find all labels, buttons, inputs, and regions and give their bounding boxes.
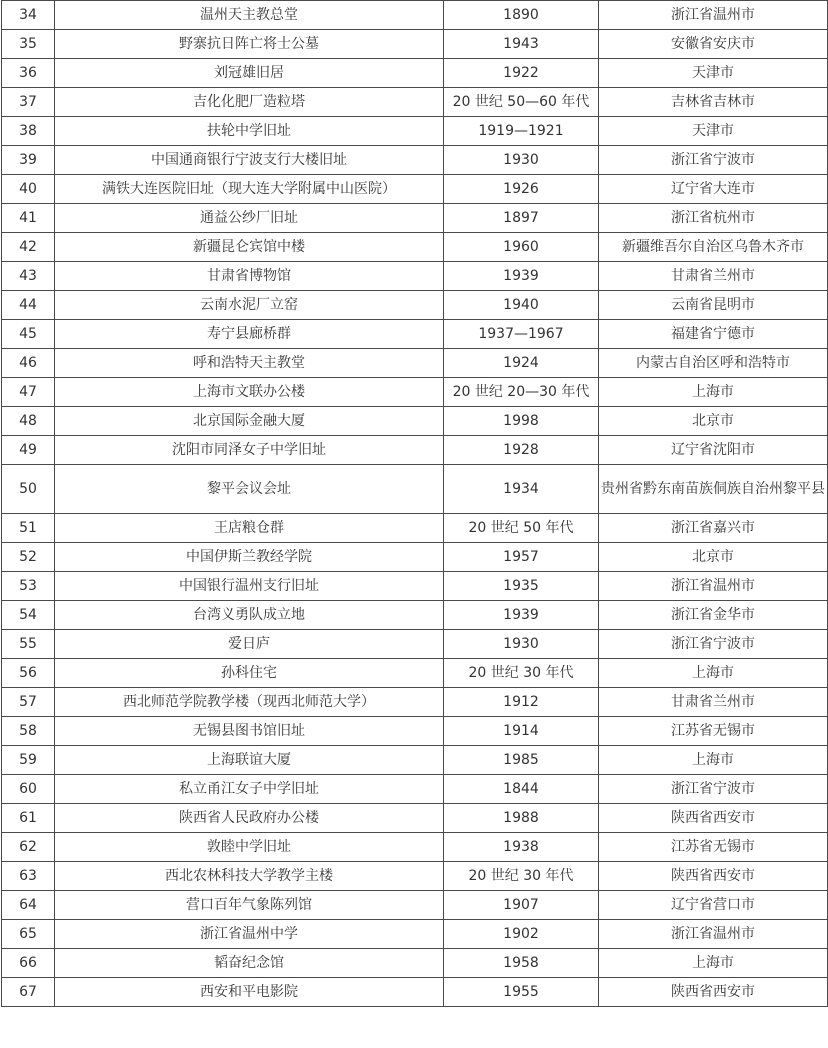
table-row bbox=[2, 862, 828, 891]
table-row bbox=[2, 175, 828, 204]
location-cell: 浙江省温州市 bbox=[599, 920, 828, 949]
site-name-cell: 满铁大连医院旧址（现大连大学附属中山医院） bbox=[55, 175, 444, 204]
location-cell: 浙江省杭州市 bbox=[599, 204, 828, 233]
location-cell: 天津市 bbox=[599, 117, 828, 146]
row-number-cell: 54 bbox=[2, 601, 55, 630]
site-name-cell: 黎平会议会址 bbox=[55, 465, 444, 514]
row-number-cell: 44 bbox=[2, 291, 55, 320]
table-row bbox=[2, 233, 828, 262]
site-name-cell: 中国伊斯兰教经学院 bbox=[55, 543, 444, 572]
site-name-cell: 野寨抗日阵亡将士公墓 bbox=[55, 30, 444, 59]
site-name-cell: 营口百年气象陈列馆 bbox=[55, 891, 444, 920]
location-cell: 浙江省温州市 bbox=[599, 1, 828, 30]
table-row bbox=[2, 514, 828, 543]
location-cell: 江苏省无锡市 bbox=[599, 717, 828, 746]
site-name-cell: 刘冠雄旧居 bbox=[55, 59, 444, 88]
row-number-cell: 49 bbox=[2, 436, 55, 465]
build-year-cell: 1938 bbox=[444, 833, 599, 862]
row-number-cell: 35 bbox=[2, 30, 55, 59]
site-name-cell: 温州天主教总堂 bbox=[55, 1, 444, 30]
build-year-cell: 1960 bbox=[444, 233, 599, 262]
build-year-cell: 20 世纪 20—30 年代 bbox=[444, 378, 599, 407]
site-name-cell: 敦睦中学旧址 bbox=[55, 833, 444, 862]
site-name-cell: 吉化化肥厂造粒塔 bbox=[55, 88, 444, 117]
table-row bbox=[2, 1, 828, 30]
build-year-cell: 1924 bbox=[444, 349, 599, 378]
site-name-cell: 上海联谊大厦 bbox=[55, 746, 444, 775]
location-cell: 浙江省宁波市 bbox=[599, 775, 828, 804]
build-year-cell: 1907 bbox=[444, 891, 599, 920]
table-row bbox=[2, 349, 828, 378]
location-cell: 陕西省西安市 bbox=[599, 804, 828, 833]
row-number-cell: 64 bbox=[2, 891, 55, 920]
build-year-cell: 1955 bbox=[444, 978, 599, 1007]
location-cell: 辽宁省营口市 bbox=[599, 891, 828, 920]
table-row bbox=[2, 436, 828, 465]
build-year-cell: 1934 bbox=[444, 465, 599, 514]
build-year-cell: 1922 bbox=[444, 59, 599, 88]
build-year-cell: 1919—1921 bbox=[444, 117, 599, 146]
build-year-cell: 1957 bbox=[444, 543, 599, 572]
site-name-cell: 扶轮中学旧址 bbox=[55, 117, 444, 146]
site-name-cell: 寿宁县廊桥群 bbox=[55, 320, 444, 349]
row-number-cell: 62 bbox=[2, 833, 55, 862]
location-cell: 辽宁省沈阳市 bbox=[599, 436, 828, 465]
location-cell: 北京市 bbox=[599, 407, 828, 436]
location-cell: 甘肃省兰州市 bbox=[599, 688, 828, 717]
site-name-cell: 北京国际金融大厦 bbox=[55, 407, 444, 436]
build-year-cell: 1930 bbox=[444, 630, 599, 659]
table-row bbox=[2, 204, 828, 233]
row-number-cell: 59 bbox=[2, 746, 55, 775]
table-row bbox=[2, 659, 828, 688]
build-year-cell: 1988 bbox=[444, 804, 599, 833]
row-number-cell: 55 bbox=[2, 630, 55, 659]
heritage-table-body bbox=[2, 1, 828, 1007]
build-year-cell: 1928 bbox=[444, 436, 599, 465]
location-cell: 江苏省无锡市 bbox=[599, 833, 828, 862]
row-number-cell: 36 bbox=[2, 59, 55, 88]
table-row bbox=[2, 746, 828, 775]
site-name-cell: 沈阳市同泽女子中学旧址 bbox=[55, 436, 444, 465]
location-cell: 安徽省安庆市 bbox=[599, 30, 828, 59]
table-row bbox=[2, 804, 828, 833]
row-number-cell: 38 bbox=[2, 117, 55, 146]
build-year-cell: 20 世纪 30 年代 bbox=[444, 659, 599, 688]
table-row bbox=[2, 407, 828, 436]
build-year-cell: 1902 bbox=[444, 920, 599, 949]
location-cell: 新疆维吾尔自治区乌鲁木齐市 bbox=[599, 233, 828, 262]
row-number-cell: 61 bbox=[2, 804, 55, 833]
build-year-cell: 1930 bbox=[444, 146, 599, 175]
site-name-cell: 西北师范学院教学楼（现西北师范大学） bbox=[55, 688, 444, 717]
build-year-cell: 1897 bbox=[444, 204, 599, 233]
table-row bbox=[2, 572, 828, 601]
row-number-cell: 66 bbox=[2, 949, 55, 978]
build-year-cell: 1912 bbox=[444, 688, 599, 717]
site-name-cell: 孙科住宅 bbox=[55, 659, 444, 688]
row-number-cell: 63 bbox=[2, 862, 55, 891]
build-year-cell: 1890 bbox=[444, 1, 599, 30]
row-number-cell: 46 bbox=[2, 349, 55, 378]
row-number-cell: 43 bbox=[2, 262, 55, 291]
build-year-cell: 1998 bbox=[444, 407, 599, 436]
location-cell: 吉林省吉林市 bbox=[599, 88, 828, 117]
build-year-cell: 1985 bbox=[444, 746, 599, 775]
table-row bbox=[2, 465, 828, 514]
site-name-cell: 上海市文联办公楼 bbox=[55, 378, 444, 407]
location-cell: 浙江省金华市 bbox=[599, 601, 828, 630]
site-name-cell: 王店粮仓群 bbox=[55, 514, 444, 543]
build-year-cell: 1939 bbox=[444, 262, 599, 291]
row-number-cell: 48 bbox=[2, 407, 55, 436]
site-name-cell: 中国通商银行宁波支行大楼旧址 bbox=[55, 146, 444, 175]
table-row bbox=[2, 891, 828, 920]
location-cell: 浙江省宁波市 bbox=[599, 146, 828, 175]
table-row bbox=[2, 378, 828, 407]
site-name-cell: 甘肃省博物馆 bbox=[55, 262, 444, 291]
build-year-cell: 1926 bbox=[444, 175, 599, 204]
table-row bbox=[2, 978, 828, 1007]
table-row bbox=[2, 117, 828, 146]
row-number-cell: 37 bbox=[2, 88, 55, 117]
row-number-cell: 34 bbox=[2, 1, 55, 30]
location-cell: 上海市 bbox=[599, 746, 828, 775]
site-name-cell: 浙江省温州中学 bbox=[55, 920, 444, 949]
table-row bbox=[2, 30, 828, 59]
location-cell: 贵州省黔东南苗族侗族自治州黎平县 bbox=[599, 465, 828, 514]
location-cell: 浙江省温州市 bbox=[599, 572, 828, 601]
build-year-cell: 1939 bbox=[444, 601, 599, 630]
table-row bbox=[2, 291, 828, 320]
build-year-cell: 1937—1967 bbox=[444, 320, 599, 349]
site-name-cell: 西安和平电影院 bbox=[55, 978, 444, 1007]
build-year-cell: 1935 bbox=[444, 572, 599, 601]
site-name-cell: 新疆昆仑宾馆中楼 bbox=[55, 233, 444, 262]
table-row bbox=[2, 320, 828, 349]
table-row bbox=[2, 833, 828, 862]
row-number-cell: 56 bbox=[2, 659, 55, 688]
row-number-cell: 42 bbox=[2, 233, 55, 262]
row-number-cell: 60 bbox=[2, 775, 55, 804]
table-row bbox=[2, 717, 828, 746]
location-cell: 辽宁省大连市 bbox=[599, 175, 828, 204]
site-name-cell: 私立甬江女子中学旧址 bbox=[55, 775, 444, 804]
build-year-cell: 1958 bbox=[444, 949, 599, 978]
row-number-cell: 67 bbox=[2, 978, 55, 1007]
row-number-cell: 39 bbox=[2, 146, 55, 175]
build-year-cell: 20 世纪 50—60 年代 bbox=[444, 88, 599, 117]
table-row bbox=[2, 601, 828, 630]
build-year-cell: 20 世纪 50 年代 bbox=[444, 514, 599, 543]
row-number-cell: 53 bbox=[2, 572, 55, 601]
table-row bbox=[2, 543, 828, 572]
location-cell: 甘肃省兰州市 bbox=[599, 262, 828, 291]
location-cell: 福建省宁德市 bbox=[599, 320, 828, 349]
heritage-table bbox=[1, 0, 828, 1007]
site-name-cell: 无锡县图书馆旧址 bbox=[55, 717, 444, 746]
location-cell: 上海市 bbox=[599, 659, 828, 688]
table-row bbox=[2, 262, 828, 291]
row-number-cell: 58 bbox=[2, 717, 55, 746]
location-cell: 浙江省宁波市 bbox=[599, 630, 828, 659]
location-cell: 上海市 bbox=[599, 949, 828, 978]
table-row bbox=[2, 920, 828, 949]
location-cell: 内蒙古自治区呼和浩特市 bbox=[599, 349, 828, 378]
site-name-cell: 韬奋纪念馆 bbox=[55, 949, 444, 978]
table-row bbox=[2, 59, 828, 88]
build-year-cell: 1914 bbox=[444, 717, 599, 746]
row-number-cell: 50 bbox=[2, 465, 55, 514]
row-number-cell: 41 bbox=[2, 204, 55, 233]
build-year-cell: 20 世纪 30 年代 bbox=[444, 862, 599, 891]
table-row bbox=[2, 949, 828, 978]
site-name-cell: 呼和浩特天主教堂 bbox=[55, 349, 444, 378]
site-name-cell: 云南水泥厂立窑 bbox=[55, 291, 444, 320]
location-cell: 浙江省嘉兴市 bbox=[599, 514, 828, 543]
table-row bbox=[2, 775, 828, 804]
build-year-cell: 1943 bbox=[444, 30, 599, 59]
table-row bbox=[2, 146, 828, 175]
location-cell: 天津市 bbox=[599, 59, 828, 88]
build-year-cell: 1844 bbox=[444, 775, 599, 804]
location-cell: 上海市 bbox=[599, 378, 828, 407]
site-name-cell: 中国银行温州支行旧址 bbox=[55, 572, 444, 601]
row-number-cell: 40 bbox=[2, 175, 55, 204]
table-row bbox=[2, 688, 828, 717]
location-cell: 北京市 bbox=[599, 543, 828, 572]
row-number-cell: 57 bbox=[2, 688, 55, 717]
location-cell: 陕西省西安市 bbox=[599, 978, 828, 1007]
site-name-cell: 通益公纱厂旧址 bbox=[55, 204, 444, 233]
row-number-cell: 45 bbox=[2, 320, 55, 349]
build-year-cell: 1940 bbox=[444, 291, 599, 320]
row-number-cell: 65 bbox=[2, 920, 55, 949]
site-name-cell: 陕西省人民政府办公楼 bbox=[55, 804, 444, 833]
site-name-cell: 西北农林科技大学教学主楼 bbox=[55, 862, 444, 891]
table-row bbox=[2, 630, 828, 659]
row-number-cell: 52 bbox=[2, 543, 55, 572]
site-name-cell: 爱日庐 bbox=[55, 630, 444, 659]
row-number-cell: 51 bbox=[2, 514, 55, 543]
site-name-cell: 台湾义勇队成立地 bbox=[55, 601, 444, 630]
table-row bbox=[2, 88, 828, 117]
location-cell: 陕西省西安市 bbox=[599, 862, 828, 891]
row-number-cell: 47 bbox=[2, 378, 55, 407]
location-cell: 云南省昆明市 bbox=[599, 291, 828, 320]
